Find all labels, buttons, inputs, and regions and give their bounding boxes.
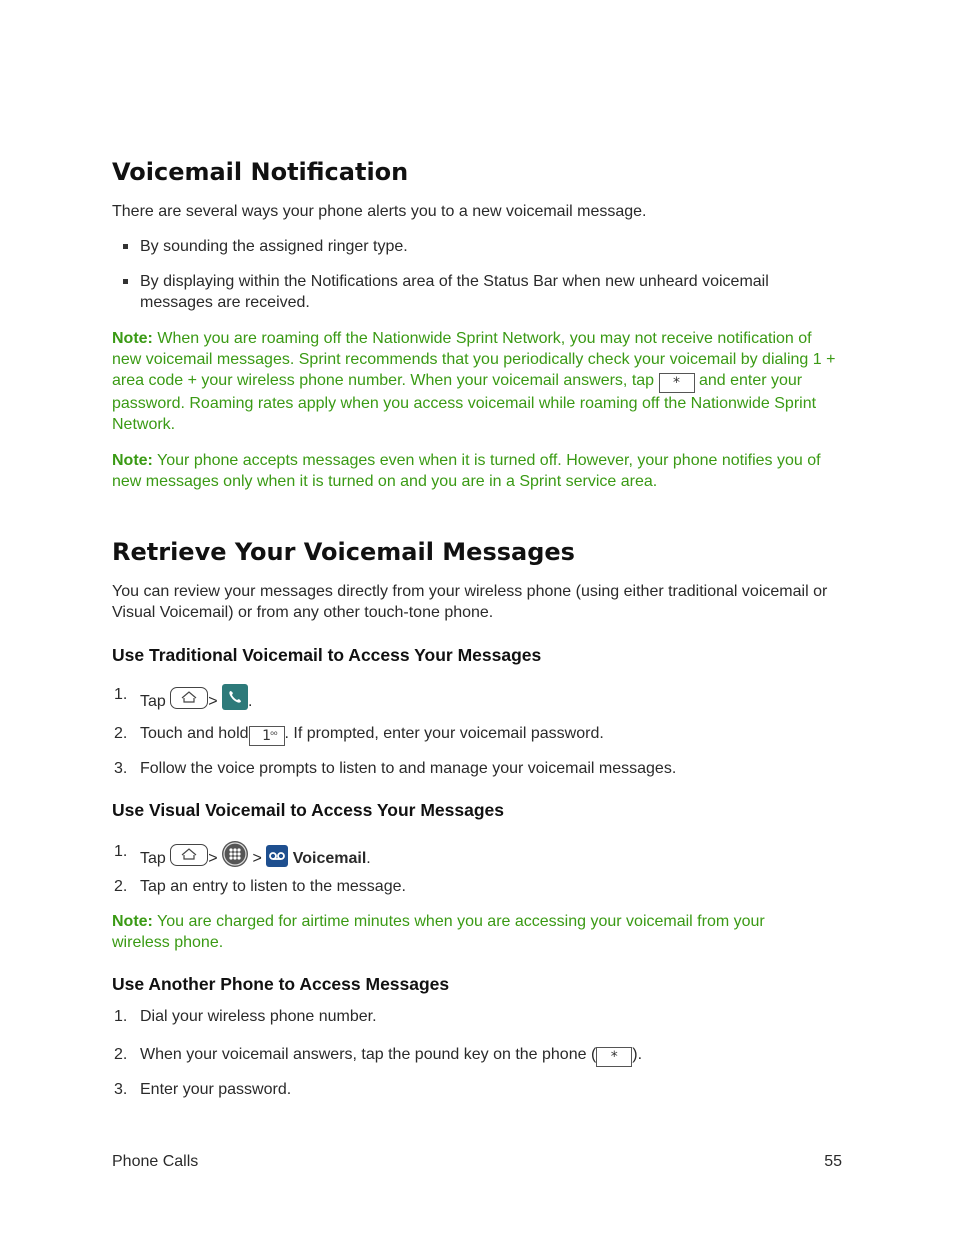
one-key-icon: 1 oo — [249, 726, 285, 746]
heading-traditional-voicemail: Use Traditional Voicemail to Access Your Messages — [112, 645, 542, 665]
phone-app-icon — [222, 684, 248, 710]
note-text: Your phone accepts messages even when it is turned off. However, your phone notifies you of new messages only when it is turned on and you are in a Sprint service area. — [112, 452, 821, 490]
page-number: 55 — [824, 1153, 842, 1170]
bullet-text: By displaying within the Notifications area of the Status Bar when new unheard voicemail messages are received. — [140, 273, 769, 311]
power-off-note — [112, 450, 832, 492]
section-title-voicemail-notification: Voicemail Notification — [112, 158, 409, 186]
list-item: 1. Tap > . — [114, 686, 253, 710]
roaming-note — [112, 328, 840, 435]
apps-launcher-icon — [222, 841, 248, 867]
home-key-icon — [170, 844, 208, 866]
voicemail-label: Voicemail — [292, 850, 367, 867]
note-text: When you are roaming off the Nationwide Sprint Network, you may not receive notification of new voicemail messages. Sprint recommends that you periodically check your voicemail by dialing 1 + area code + your wireless phone number. When your voicemail answers, tap — [112, 330, 836, 389]
home-key-icon — [170, 687, 208, 709]
list-item: 3. Follow the voice prompts to listen to and manage your voicemail messages. — [114, 760, 677, 777]
list-item: 2. Tap an entry to listen to the message. — [114, 878, 406, 895]
bullet-marker-icon — [123, 279, 128, 284]
pound-key-icon: * — [596, 1047, 632, 1067]
note-label: Note: — [112, 330, 153, 347]
section-title-retrieve-voicemail: Retrieve Your Voicemail Messages — [112, 538, 575, 566]
note-text: and enter your password. Roaming rates apply when you access voicemail while roaming off the Nationwide Sprint Network. — [112, 372, 817, 433]
footer-section-name: Phone Calls — [112, 1153, 199, 1170]
list-item: 1. Tap > > Voicemail. — [114, 843, 371, 867]
heading-another-phone: Use Another Phone to Access Messages — [112, 974, 450, 994]
airtime-note — [112, 911, 802, 953]
list-item: 1. Dial your wireless phone number. — [114, 1008, 377, 1025]
bullet-item — [112, 271, 842, 313]
bullet-item — [112, 236, 842, 257]
voicemail-app-icon — [266, 845, 288, 867]
list-item: 2. Touch and hold 1 oo . If prompted, enter your voicemail password. — [114, 725, 604, 744]
bullet-marker-icon — [123, 244, 128, 249]
star-key-icon: * — [659, 373, 695, 393]
notification-intro: There are several ways your phone alerts you to a new voicemail message. — [112, 203, 647, 220]
retrieve-intro: You can review your messages directly from your wireless phone (using either traditional voicemail or Visual Voicemail) or from any other touch-tone phone. — [112, 583, 828, 621]
bullet-text: By sounding the assigned ringer type. — [140, 238, 408, 255]
list-item: 3. Enter your password. — [114, 1081, 292, 1098]
note-label: Note: — [112, 452, 153, 469]
note-text: You are charged for airtime minutes when you are accessing your voicemail from your wireless phone. — [112, 913, 765, 951]
note-label: Note: — [112, 913, 153, 930]
list-item: 2. When your voicemail answers, tap the pound key on the phone ( * ). — [114, 1046, 643, 1065]
heading-visual-voicemail: Use Visual Voicemail to Access Your Messages — [112, 800, 504, 820]
page-footer — [112, 1151, 842, 1172]
